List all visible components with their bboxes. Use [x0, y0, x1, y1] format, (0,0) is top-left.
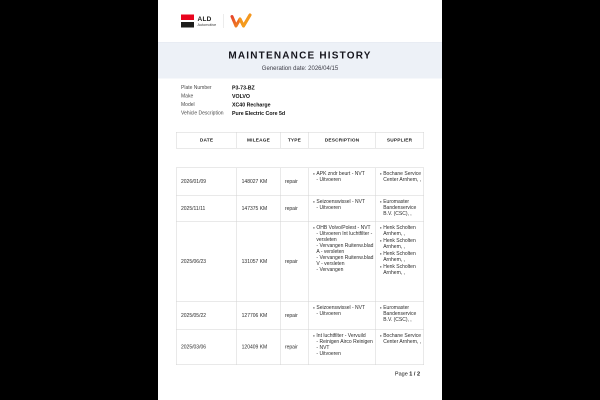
column-header-date: DATE	[176, 132, 237, 148]
bullet-text: Euromaster Bandenservice B.V. (CSC), ,	[383, 199, 417, 217]
header-spacer-row	[176, 148, 424, 168]
bullet-text: Bochane Service Center Arnhem, ,	[383, 333, 422, 345]
bullet-text: Seizoenswissel - NVT - Uitvoeren	[316, 305, 366, 317]
logo-divider	[223, 14, 224, 28]
bullet-icon: •	[379, 251, 382, 257]
generation-date: Generation date: 2026/04/15	[261, 64, 339, 72]
vehicle-field	[181, 111, 285, 117]
cell-supplier	[375, 222, 423, 302]
bullet-text: OHB Volvo/Polest - NVT - Uitvoeren Int luchtfilter - versleten - Vervangen Ruitenw.blad A - versleten - Vervangen Ruitenw.blad V - versleten - Vervangen	[316, 225, 374, 273]
vehicle-field-value: P3-73-BZ	[232, 85, 255, 91]
bullet-item	[311, 225, 373, 273]
cell-mileage: 127706 KM	[237, 302, 280, 330]
cell-date: 2025/06/23	[176, 222, 237, 302]
bullet-icon: •	[379, 238, 382, 244]
bullet-icon: •	[313, 333, 315, 339]
cell-description	[309, 168, 376, 196]
logo-header	[181, 13, 252, 29]
bullet-icon: •	[379, 171, 382, 177]
cell-type: repair	[280, 302, 308, 330]
bullet-icon: •	[379, 264, 382, 270]
cell-mileage: 148027 KM	[237, 168, 280, 196]
bullet-icon: •	[379, 199, 382, 205]
page-label: Page	[394, 371, 408, 377]
bullet-icon: •	[313, 225, 315, 231]
cell-mileage: 147375 KM	[237, 196, 280, 222]
vehicle-field-label: Model	[181, 102, 195, 108]
cell-supplier	[375, 302, 423, 330]
bullet-text: Henk Scholten Arnhem, ,	[383, 238, 416, 250]
page-title: MAINTENANCE HISTORY	[228, 50, 372, 61]
ald-brand-mark-icon	[181, 15, 194, 28]
bullet-item	[311, 199, 373, 211]
cell-type: repair	[280, 196, 308, 222]
bullet-item	[311, 171, 373, 183]
bullet-text: Seizoenswissel - NVT - Uitvoeren	[316, 199, 366, 211]
bullet-icon: •	[379, 305, 382, 311]
table-row	[176, 222, 424, 302]
maintenance-table	[176, 132, 424, 365]
column-header-supplier: SUPPLIER	[375, 132, 423, 148]
table-row	[176, 196, 424, 222]
bullet-text: APK zndr beurt - NVT - Uitvoeren	[316, 171, 365, 183]
cell-type: repair	[280, 330, 308, 365]
bullet-item	[311, 333, 373, 357]
bullet-icon: •	[313, 171, 315, 177]
bullet-icon: •	[379, 225, 382, 231]
document-page	[158, 0, 442, 400]
vehicle-field-value: Pure Electric Core 5d	[232, 110, 286, 117]
partner-w-logo-icon	[230, 13, 252, 29]
brand-subtitle: Automotive	[197, 22, 217, 27]
vehicle-field-value: VOLVO	[232, 93, 250, 100]
cell-mileage: 120409 KM	[237, 330, 280, 365]
cell-date: 2025/11/11	[176, 196, 237, 222]
bullet-icon: •	[313, 305, 315, 311]
table-row	[176, 302, 424, 330]
column-header-mileage: MILEAGE	[237, 132, 280, 148]
bullet-item	[378, 238, 422, 250]
cell-mileage: 131057 KM	[237, 222, 280, 302]
cell-type: repair	[280, 168, 308, 196]
column-header-type: TYPE	[280, 132, 308, 148]
bullet-text: Henk Scholten Arnhem, ,	[383, 225, 416, 237]
bullet-icon: •	[379, 333, 382, 339]
bullet-icon: •	[313, 199, 315, 205]
cell-date: 2025/05/22	[176, 302, 237, 330]
table-row	[176, 168, 424, 196]
maintenance-table-wrap	[176, 132, 424, 365]
table-row	[176, 330, 424, 365]
cell-type: repair	[280, 222, 308, 302]
ald-brand-text	[198, 15, 217, 26]
column-header-description: DESCRIPTION	[309, 132, 376, 148]
vehicle-field	[181, 85, 285, 91]
bullet-text: Int luchtfilter - Vervuild - Reinigen Airco Reinigen - NVT - Uitvoeren	[316, 333, 373, 357]
page-value: 1 / 2	[409, 371, 420, 377]
bullet-item	[378, 305, 422, 323]
page-number	[395, 371, 420, 377]
table-header	[176, 132, 424, 148]
vehicle-field-label: Plate Number	[181, 85, 212, 91]
bullet-text: Euromaster Bandenservice B.V. (CSC), ,	[383, 305, 417, 323]
cell-supplier	[375, 330, 423, 365]
bullet-item	[311, 305, 373, 317]
vehicle-info	[181, 85, 285, 119]
vehicle-field-label: Make	[181, 93, 194, 99]
cell-description	[309, 222, 376, 302]
bullet-item	[378, 333, 422, 345]
vehicle-field	[181, 94, 285, 100]
bullet-item	[378, 171, 422, 183]
cell-description	[309, 196, 376, 222]
brand-name: ALD	[197, 14, 212, 23]
vehicle-field	[181, 102, 285, 108]
bullet-text: Henk Scholten Arnhem, ,	[383, 264, 416, 276]
cell-description	[309, 302, 376, 330]
cell-supplier	[375, 196, 423, 222]
bullet-item	[378, 225, 422, 237]
vehicle-field-value: XC40 Recharge	[232, 102, 271, 108]
cell-description	[309, 330, 376, 365]
bullet-item	[378, 199, 422, 217]
cell-date: 2025/03/06	[176, 330, 237, 365]
cell-supplier	[375, 168, 423, 196]
title-band	[158, 42, 442, 79]
bullet-item	[378, 264, 422, 276]
bullet-text: Bochane Service Center Arnhem, ,	[383, 171, 422, 183]
cell-date: 2026/01/09	[176, 168, 237, 196]
bullet-item	[378, 251, 422, 263]
vehicle-field-label: Vehicle Description	[181, 110, 224, 116]
bullet-text: Henk Scholten Arnhem, ,	[383, 251, 416, 263]
